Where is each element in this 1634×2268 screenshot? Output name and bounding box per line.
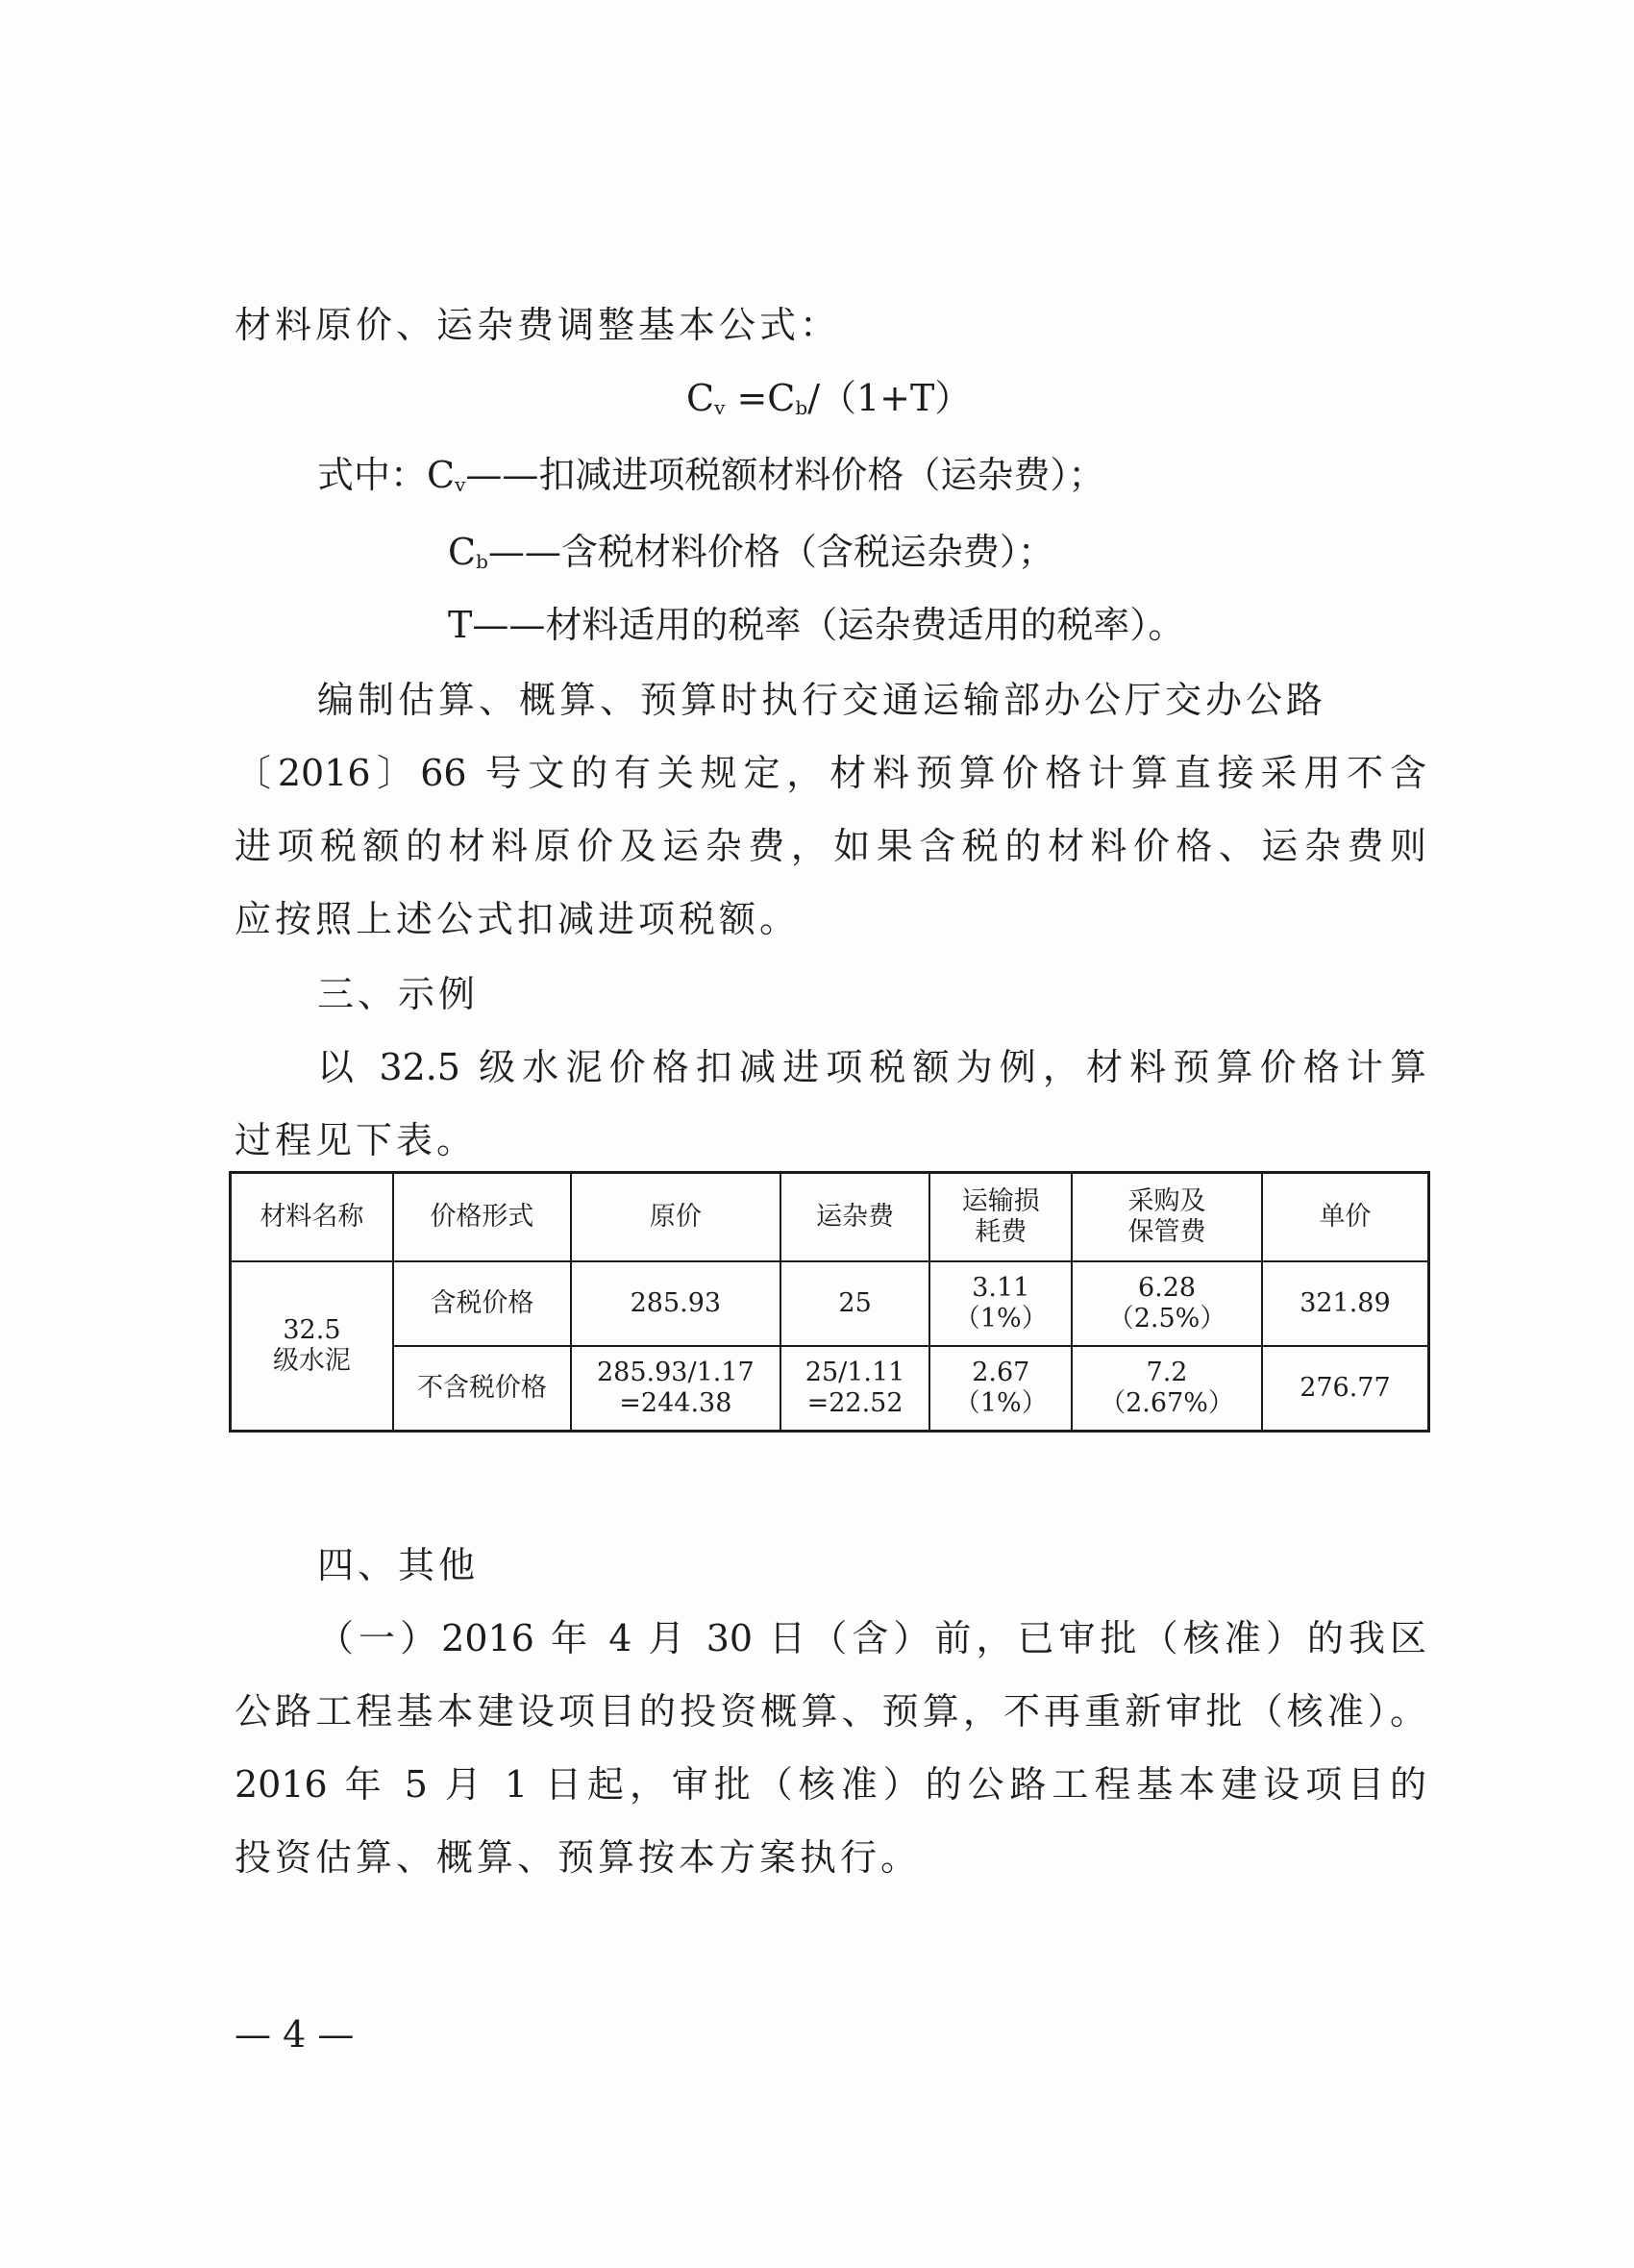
cell-unit-price: 276.77 [1262,1346,1429,1432]
where-cv-text: ——扣减进项税额材料价格（运杂费）； [465,454,1105,496]
table-header-row [231,1173,1429,1262]
where-t-text: T——材料适用的税率（运杂费适用的税率）。 [448,604,1185,646]
cell-freight: 25/1.11 =22.52 [780,1346,930,1432]
page-number: — 4 — [235,2013,355,2056]
cell-unit-price: 321.89 [1262,1261,1429,1346]
section4-heading: 四、其他 [317,1544,480,1586]
section3-line2: 过程见下表。 [235,1119,478,1161]
cell-purchase-storage: 7.2 （2.67%） [1072,1346,1262,1432]
para1-line4: 应按照上述公式扣减进项税额。 [235,898,801,940]
cell-freight: 25 [780,1261,930,1346]
th-original-price: 原价 [571,1173,780,1262]
th-purchase-storage: 采购及 保管费 [1072,1173,1262,1262]
cell-price-form: 含税价格 [393,1261,571,1346]
cell-price-form: 不含税价格 [393,1346,571,1432]
formula-cv-sub: v [714,396,726,419]
formula-intro: 材料原价、运杂费调整基本公式： [235,304,841,346]
where-cv: 式中：$C_v——$扣减进项税额材料价格（运杂费）； [317,454,1105,496]
cell-original-price: 285.93 [571,1261,780,1346]
cell-transport-loss: 3.11 （1%） [929,1261,1072,1346]
para1-line1: 编制估算、概算、预算时执行交通运输部办公厅交办公路 [317,679,1327,721]
cell-material: 32.5 级水泥 [231,1261,393,1432]
th-transport-loss: 运输损 耗费 [929,1173,1072,1262]
where-prefix: 式中： [317,454,428,496]
formula: $C_v =C_b/(1+T)$ [686,377,972,419]
cell-transport-loss: 2.67 （1%） [929,1346,1072,1432]
where-cb: $C_b——$含税材料价格（含税运杂费）； [448,531,1054,573]
para1-line2: 〔2016〕66 号文的有关规定，材料预算价格计算直接采用不含 [235,752,1426,794]
th-price-form: 价格形式 [393,1173,571,1262]
cell-purchase-storage: 6.28 （2.5%） [1072,1261,1262,1346]
section3-heading: 三、示例 [317,973,480,1015]
para1-line3: 进项税额的材料原价及运杂费，如果含税的材料价格、运杂费则 [235,825,1426,867]
section4-line4: 投资估算、概算、预算按本方案执行。 [235,1836,922,1879]
section4-line2: 公路工程基本建设项目的投资概算、预算，不再重新审批（核准）。 [235,1690,1426,1732]
th-freight: 运杂费 [780,1173,930,1262]
th-unit-price: 单价 [1262,1173,1429,1262]
where-t [448,588,1184,661]
cell-original-price: 285.93/1.17 =244.38 [571,1346,780,1432]
section4-line3: 2016 年 5 月 1 日起，审批（核准）的公路工程基本建设项目的 [235,1763,1426,1806]
where-cb-text: ——含税材料价格（含税运杂费）； [487,531,1054,573]
price-table [229,1171,1430,1433]
section4-line1: （一）2016 年 4 月 30 日（含）前，已审批（核准）的我区 [317,1617,1426,1659]
section3-line1: 以 32.5 级水泥价格扣减进项税额为例，材料预算价格计算 [317,1046,1426,1088]
th-material: 材料名称 [231,1173,393,1262]
formula-cb-sub: b [795,396,808,419]
table-row [231,1261,1429,1346]
table-row [231,1346,1429,1432]
